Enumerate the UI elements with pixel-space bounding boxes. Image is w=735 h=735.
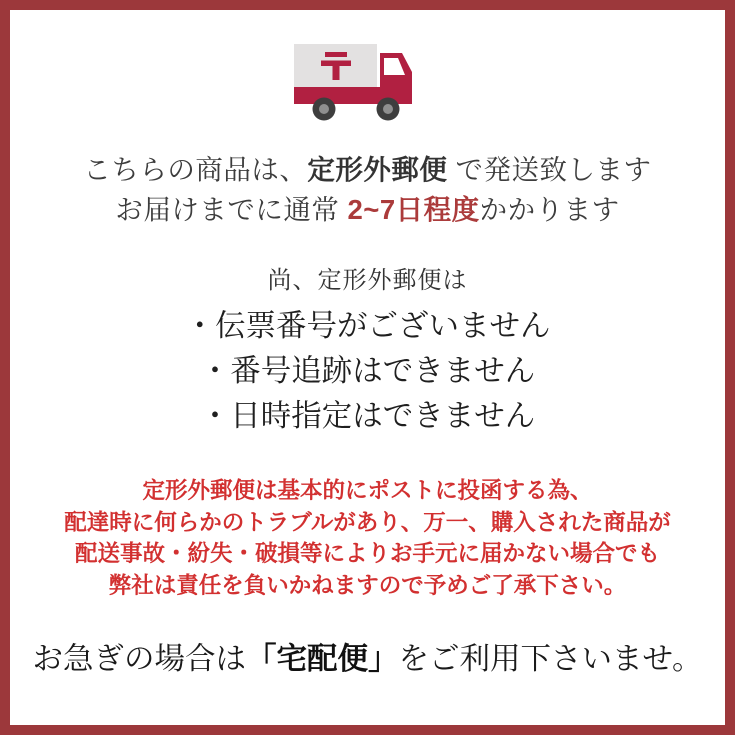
truck-icon-svg [290, 44, 420, 122]
footer-post: をご利用下さいませ。 [398, 642, 703, 676]
footer-pre: お急ぎの場合は [32, 642, 246, 676]
limitations-list [10, 304, 725, 439]
express-option-footer [10, 639, 725, 679]
heading-line2-pre: お届けまでに通常 [115, 194, 348, 225]
heading-line-1 [10, 150, 725, 190]
warning-line-4: 弊社は責任を負いかねますので予めご了承下さい。 [108, 572, 627, 598]
warning-line-3: 配送事故・紛失・破損等によりお手元に届かない場合でも [74, 541, 660, 566]
list-item-no-date-select: ・日時指定はできません [199, 399, 536, 433]
sub-heading: 尚、定形外郵便は [267, 267, 468, 294]
heading-line1-bold: 定形外郵便 [307, 154, 448, 185]
postal-truck-icon [290, 44, 420, 122]
shipping-method-heading [10, 150, 725, 230]
warning-line-1: 定形外郵便は基本的にポストに投函する為、 [142, 478, 593, 503]
list-item-no-slip-number: ・伝票番号がございません [184, 309, 551, 343]
footer-takuhaibin-bold: 「宅配便」 [245, 642, 399, 676]
list-item-no-tracking: ・番号追跡はできません [199, 354, 536, 388]
warning-paragraph [10, 475, 725, 601]
heading-line1-pre: こちらの商品は、 [83, 154, 308, 185]
heading-line1-post: で発送致します [447, 154, 652, 185]
heading-line-2 [10, 190, 725, 230]
heading-line2-post: かかります [479, 194, 620, 225]
warning-line-2: 配達時に何らかのトラブルがあり、万一、購入された商品が [64, 509, 671, 535]
delivery-duration-accent: 2~7日程度 [347, 194, 480, 225]
